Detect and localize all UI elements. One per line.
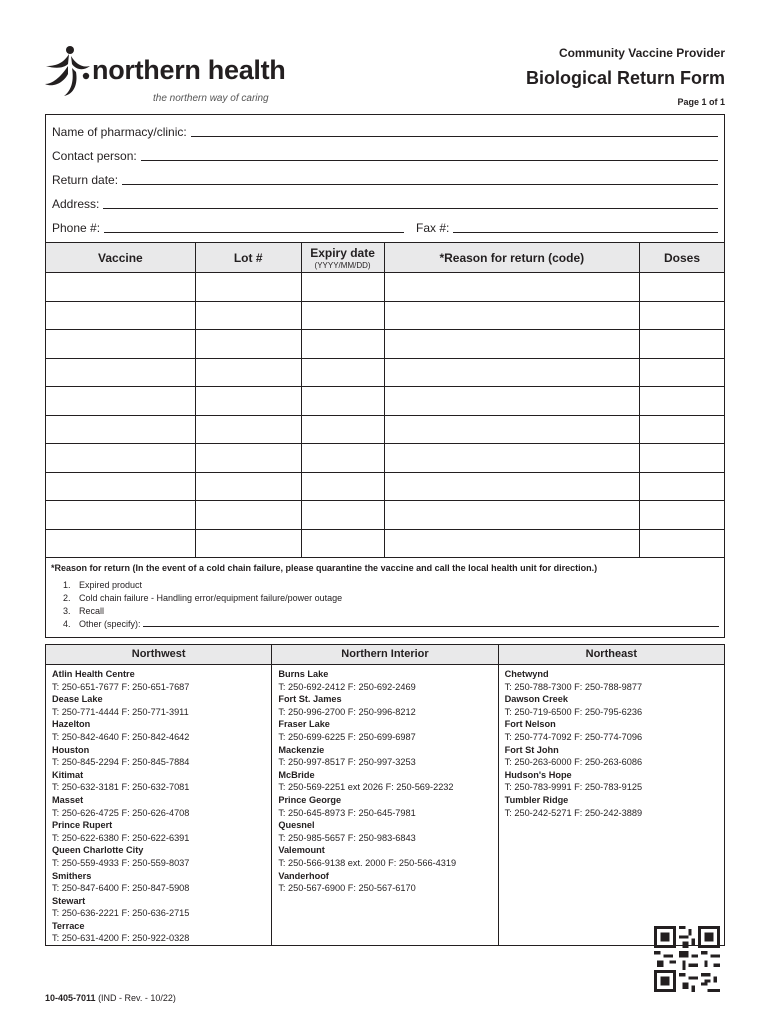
cell-vaccine[interactable] xyxy=(46,444,196,473)
site-name: Terrace xyxy=(52,920,85,931)
site-name: Dease Lake xyxy=(52,694,103,705)
site-phone: T: 250-263-6000 F: 250-263-6086 xyxy=(504,757,643,768)
site-name: Houston xyxy=(52,744,90,755)
reason-number: 1. xyxy=(63,580,71,590)
region-northwest xyxy=(46,645,272,945)
site-phone: T: 250-845-2294 F: 250-845-7884 xyxy=(52,757,190,768)
return-date-label: Return date: xyxy=(52,173,119,187)
site-phone: T: 250-559-4933 F: 250-559-8037 xyxy=(52,857,190,868)
region-entries xyxy=(272,665,497,895)
cell-lot[interactable] xyxy=(195,387,301,416)
site-phone: T: 250-626-4725 F: 250-626-4708 xyxy=(52,807,190,818)
site-name: Atlin Health Centre xyxy=(52,669,135,679)
site-phone: T: 250-996-2700 F: 250-996-8212 xyxy=(278,706,416,717)
site-name: McBride xyxy=(278,769,315,780)
region-entries xyxy=(46,665,271,945)
brand-name: northern health xyxy=(92,55,286,85)
cell-lot[interactable] xyxy=(195,330,301,359)
site-phone: T: 250-719-6500 F: 250-795-6236 xyxy=(504,706,643,717)
site-phone: T: 250-771-4444 F: 250-771-3911 xyxy=(52,706,189,717)
cell-lot[interactable] xyxy=(195,472,301,501)
region-header: Northeast xyxy=(499,645,724,665)
cell-expiry[interactable] xyxy=(301,330,384,359)
site-name: Masset xyxy=(52,794,84,805)
form-number: 10-405-7011 xyxy=(45,993,96,1003)
site-name: Smithers xyxy=(52,870,92,881)
phone-line[interactable] xyxy=(104,220,404,233)
site-name: Fraser Lake xyxy=(278,719,330,730)
site-name: Vanderhoof xyxy=(278,870,329,881)
fax-label: Fax #: xyxy=(416,221,450,235)
site-name: Fort St. James xyxy=(278,694,342,705)
site-name: Chetwynd xyxy=(504,669,549,679)
cell-expiry[interactable] xyxy=(301,273,384,302)
cell-doses[interactable] xyxy=(640,358,725,387)
address-field[interactable] xyxy=(52,191,718,211)
cell-expiry[interactable] xyxy=(301,472,384,501)
cell-lot[interactable] xyxy=(195,501,301,530)
site-phone: T: 250-783-9991 F: 250-783-9125 xyxy=(504,782,643,793)
cell-vaccine[interactable] xyxy=(46,472,196,501)
cell-lot[interactable] xyxy=(195,529,301,558)
site-phone: T: 250-632-3181 F: 250-632-7081 xyxy=(52,782,190,793)
cell-doses[interactable] xyxy=(640,301,725,330)
region-header: Northwest xyxy=(46,645,271,665)
cell-vaccine[interactable] xyxy=(46,301,196,330)
cell-reason[interactable] xyxy=(384,273,640,302)
cell-reason[interactable] xyxy=(384,330,640,359)
reason-legend xyxy=(51,563,719,629)
region-entries xyxy=(499,665,724,819)
pharmacy-field[interactable] xyxy=(52,119,718,139)
cell-reason[interactable] xyxy=(384,444,640,473)
col-doses: Doses xyxy=(640,243,725,273)
region-header: Northern Interior xyxy=(272,645,497,665)
form-code xyxy=(45,993,176,1003)
contact-label: Contact person: xyxy=(52,149,137,163)
table-row xyxy=(46,501,725,530)
site-name: Hazelton xyxy=(52,719,91,730)
form-title: Biological Return Form xyxy=(525,68,725,88)
cell-lot[interactable] xyxy=(195,415,301,444)
brand-tagline: the northern way of caring xyxy=(153,93,269,104)
qr-code-icon xyxy=(654,926,720,992)
reason-item xyxy=(63,603,719,616)
address-label: Address: xyxy=(52,197,100,211)
site-phone: T: 250-622-6380 F: 250-622-6391 xyxy=(52,832,190,843)
cell-reason[interactable] xyxy=(384,472,640,501)
table-row xyxy=(46,330,725,359)
cell-reason[interactable] xyxy=(384,301,640,330)
cell-expiry[interactable] xyxy=(301,301,384,330)
cell-expiry[interactable] xyxy=(301,358,384,387)
site-phone: T: 250-631-4200 F: 250-922-0328 xyxy=(52,933,190,944)
cell-doses[interactable] xyxy=(640,387,725,416)
cell-expiry[interactable] xyxy=(301,444,384,473)
cell-doses[interactable] xyxy=(640,330,725,359)
site-name: Stewart xyxy=(52,895,86,906)
cell-doses[interactable] xyxy=(640,501,725,530)
cell-reason[interactable] xyxy=(384,501,640,530)
reason-text: Expired product xyxy=(79,580,143,590)
cell-doses[interactable] xyxy=(640,444,725,473)
form-subtitle: Community Vaccine Provider xyxy=(558,46,725,60)
table-row xyxy=(46,273,725,302)
cell-expiry[interactable] xyxy=(301,501,384,530)
col-expiry-format: (YYYY/MM/DD) xyxy=(314,260,371,270)
table-row xyxy=(46,387,725,416)
cell-vaccine[interactable] xyxy=(46,415,196,444)
cell-vaccine[interactable] xyxy=(46,358,196,387)
table-row xyxy=(46,529,725,558)
reason-item xyxy=(63,577,719,590)
reason-item xyxy=(63,590,719,603)
phone-field[interactable] xyxy=(52,215,404,235)
page-number: Page 1 of 1 xyxy=(677,97,725,107)
site-phone: T: 250-566-9138 ext. 2000 F: 250-566-4319 xyxy=(278,857,457,868)
site-name: Dawson Creek xyxy=(504,694,568,705)
site-phone: T: 250-842-4640 F: 250-842-4642 xyxy=(52,731,190,742)
cell-vaccine[interactable] xyxy=(46,529,196,558)
site-phone: T: 250-567-6900 F: 250-567-6170 xyxy=(278,883,416,894)
cell-expiry[interactable] xyxy=(301,387,384,416)
cell-vaccine[interactable] xyxy=(46,330,196,359)
reason-number: 2. xyxy=(63,593,71,603)
cell-expiry[interactable] xyxy=(301,529,384,558)
cell-doses[interactable] xyxy=(640,273,725,302)
region-northern-interior xyxy=(272,645,498,945)
col-lot: Lot # xyxy=(195,243,301,273)
reason-item-other xyxy=(63,616,719,629)
cell-reason[interactable] xyxy=(384,387,640,416)
pharmacy-line[interactable] xyxy=(191,124,718,137)
address-line[interactable] xyxy=(103,196,718,209)
cell-vaccine[interactable] xyxy=(46,387,196,416)
reason-text: Cold chain failure - Handling error/equipment failure/power outage xyxy=(79,593,343,603)
cell-vaccine[interactable] xyxy=(46,273,196,302)
col-vaccine: Vaccine xyxy=(46,243,196,273)
site-phone: T: 250-645-8973 F: 250-645-7981 xyxy=(278,807,416,818)
site-phone: T: 250-692-2412 F: 250-692-2469 xyxy=(278,681,416,692)
site-phone: T: 250-985-5657 F: 250-983-6843 xyxy=(278,832,416,843)
contact-field[interactable] xyxy=(52,143,718,163)
site-phone: T: 250-774-7092 F: 250-774-7096 xyxy=(504,731,643,742)
cell-doses[interactable] xyxy=(640,472,725,501)
cell-reason[interactable] xyxy=(384,358,640,387)
reason-legend-title: *Reason for return (In the event of a cold chain failure, please quarantine the vaccine and call the local health unit for direction.) xyxy=(51,563,598,573)
table-row xyxy=(46,358,725,387)
contact-line[interactable] xyxy=(141,148,718,161)
site-phone: T: 250-847-6400 F: 250-847-5908 xyxy=(52,883,190,894)
table-header-row xyxy=(46,243,725,273)
cell-lot[interactable] xyxy=(195,273,301,302)
site-phone: T: 250-569-2251 ext 2026 F: 250-569-2232 xyxy=(278,782,454,793)
site-name: Queen Charlotte City xyxy=(52,845,144,856)
site-phone: T: 250-242-5271 F: 250-242-3889 xyxy=(504,807,643,818)
form-revision: (IND - Rev. - 10/22) xyxy=(98,993,176,1003)
region-northeast xyxy=(499,645,724,945)
site-name: Quesnel xyxy=(278,820,315,831)
col-reason: *Reason for return (code) xyxy=(384,243,640,273)
site-phone: T: 250-997-8517 F: 250-997-3253 xyxy=(278,757,416,768)
col-expiry-label: Expiry date xyxy=(310,245,375,260)
site-name: Burns Lake xyxy=(278,669,329,679)
cell-doses[interactable] xyxy=(640,529,725,558)
reason-number: 4. xyxy=(63,619,71,629)
return-date-field[interactable] xyxy=(52,167,718,187)
site-name: Fort Nelson xyxy=(504,719,556,730)
table-row xyxy=(46,301,725,330)
col-expiry xyxy=(301,243,384,273)
fax-field[interactable] xyxy=(416,215,718,235)
cell-vaccine[interactable] xyxy=(46,501,196,530)
table-row xyxy=(46,472,725,501)
site-name: Tumbler Ridge xyxy=(504,794,569,805)
cell-doses[interactable] xyxy=(640,415,725,444)
site-name: Mackenzie xyxy=(278,744,325,755)
site-name: Prince George xyxy=(278,794,342,805)
site-phone: T: 250-651-7677 F: 250-651-7687 xyxy=(52,681,190,692)
reason-text: Other (specify): xyxy=(79,619,141,629)
fax-line[interactable] xyxy=(453,220,718,233)
cell-lot[interactable] xyxy=(195,301,301,330)
reason-number: 3. xyxy=(63,606,71,616)
site-phone: T: 250-699-6225 F: 250-699-6987 xyxy=(278,731,416,742)
table-row xyxy=(46,415,725,444)
cell-reason[interactable] xyxy=(384,415,640,444)
cell-lot[interactable] xyxy=(195,444,301,473)
other-specify-line[interactable] xyxy=(143,618,719,627)
site-phone: T: 250-788-7300 F: 250-788-9877 xyxy=(504,681,643,692)
table-row xyxy=(46,444,725,473)
site-name: Fort St John xyxy=(504,744,559,755)
phone-label: Phone #: xyxy=(52,221,101,235)
site-name: Prince Rupert xyxy=(52,820,113,831)
regional-contacts xyxy=(45,644,725,946)
site-name: Kitimat xyxy=(52,769,84,780)
pharmacy-label: Name of pharmacy/clinic: xyxy=(52,125,187,139)
cell-expiry[interactable] xyxy=(301,415,384,444)
cell-lot[interactable] xyxy=(195,358,301,387)
reason-text: Recall xyxy=(79,606,105,616)
site-name: Hudson's Hope xyxy=(504,769,572,780)
cell-reason[interactable] xyxy=(384,529,640,558)
site-phone: T: 250-636-2221 F: 250-636-2715 xyxy=(52,908,190,919)
site-name: Valemount xyxy=(278,845,325,856)
vaccine-table xyxy=(45,242,725,558)
return-date-line[interactable] xyxy=(122,172,718,185)
